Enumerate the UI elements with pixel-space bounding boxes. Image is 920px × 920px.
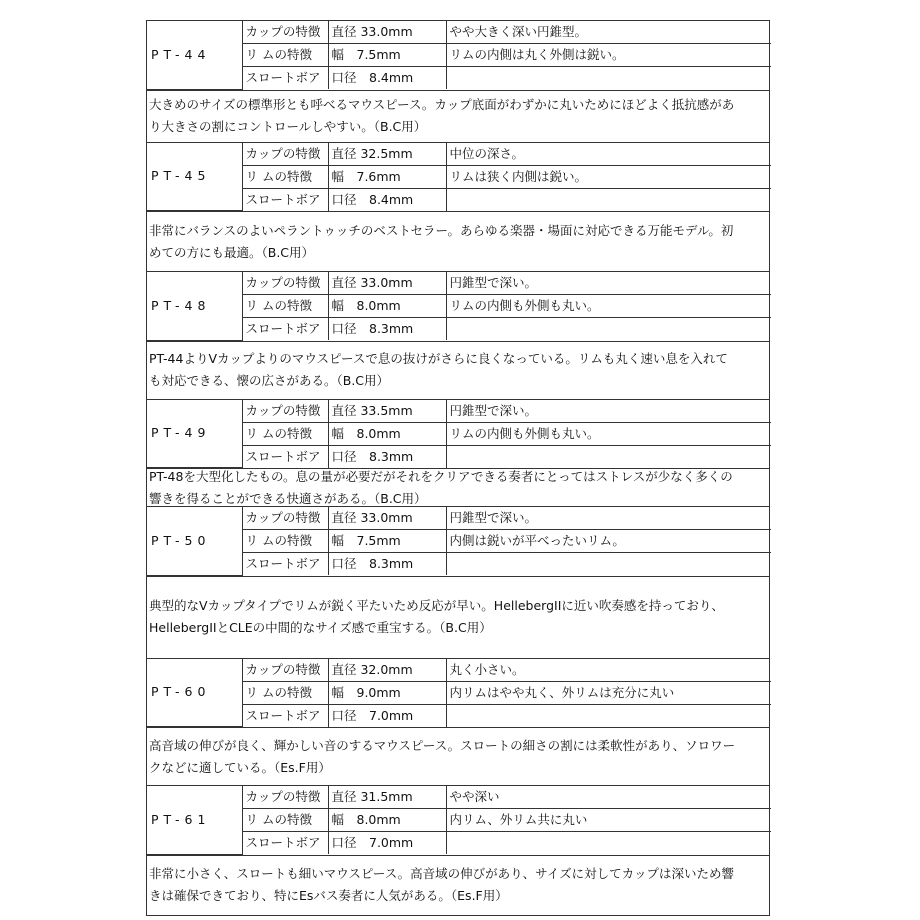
dimension-value: 幅 9.0mm	[328, 681, 446, 704]
dimension-value: 幅 7.5mm	[328, 530, 446, 553]
feature-label: カップの特徴	[242, 272, 328, 295]
spec-row	[147, 272, 771, 295]
description-line: 大きめのサイズの標準形とも呼べるマウスピース。カップ底面がわずかに丸いためにほどよく抵抗感があ	[149, 97, 735, 112]
feature-note: 内側は鋭いが平べったいリム。	[446, 530, 771, 553]
feature-note: 円錐型で深い。	[446, 507, 771, 530]
spec-table-pt-60	[147, 659, 769, 729]
feature-label: リ ムの特徴	[242, 809, 328, 832]
spec-table	[147, 21, 771, 90]
dimension-value: 直径 33.0mm	[328, 507, 446, 530]
feature-label: スロートボア	[242, 832, 328, 855]
description-pt-45	[147, 212, 769, 272]
description-line: り大きさの割にコントロールしやすい。（B.C用）	[149, 119, 427, 134]
feature-note	[446, 832, 771, 855]
feature-note: 丸く小さい。	[446, 659, 771, 682]
model-name: PT-50	[147, 507, 242, 575]
dimension-value: 直径 33.5mm	[328, 400, 446, 423]
spec-row	[147, 659, 771, 682]
dimension-value: 幅 7.5mm	[328, 44, 446, 67]
spec-table-pt-50	[147, 507, 769, 577]
spec-table-pt-45	[147, 143, 769, 213]
dimension-value: 直径 32.0mm	[328, 659, 446, 682]
spec-table-pt-44	[147, 21, 769, 91]
dimension-value: 幅 8.0mm	[328, 809, 446, 832]
model-name: PT-48	[147, 272, 242, 340]
feature-note: やや深い	[446, 786, 771, 809]
model-name: PT-49	[147, 400, 242, 468]
feature-label: スロートボア	[242, 553, 328, 576]
dimension-value: 幅 7.6mm	[328, 165, 446, 188]
description-pt-44	[147, 91, 769, 143]
model-name: PT-45	[147, 143, 242, 211]
dimension-value: 直径 33.0mm	[328, 21, 446, 44]
spec-table	[147, 400, 771, 469]
description-pt-61	[147, 856, 769, 916]
feature-label: カップの特徴	[242, 507, 328, 530]
dimension-value: 口径 8.3mm	[328, 318, 446, 341]
description-line: PT-48を大型化したもの。息の量が必要だがそれをクリアできる奏者にとってはストレスが少なく多くの	[149, 469, 733, 484]
feature-label: カップの特徴	[242, 21, 328, 44]
feature-label: スロートボア	[242, 704, 328, 727]
description-pt-48	[147, 342, 769, 400]
spec-table	[147, 786, 771, 855]
feature-note: リムの内側は丸く外側は鋭い。	[446, 44, 771, 67]
feature-label: スロートボア	[242, 318, 328, 341]
spec-table-pt-49	[147, 400, 769, 470]
feature-note: 中位の深さ。	[446, 143, 771, 166]
description-line: も対応できる、懐の広さがある。（B.C用）	[149, 373, 390, 388]
description-line: 響きを得ることができる快適さがある。（B.C用）	[149, 490, 427, 506]
spec-row	[147, 507, 771, 530]
description-line: クなどに適している。（Es.F用）	[149, 759, 331, 775]
model-name: PT-44	[147, 21, 242, 89]
feature-label: リ ムの特徴	[242, 422, 328, 445]
feature-note: 円錐型で深い。	[446, 400, 771, 423]
model-name: PT-61	[147, 786, 242, 854]
description-line: きは確保できており、特にEsバス奏者に人気がある。（Es.F用）	[149, 888, 508, 903]
description-pt-60	[147, 728, 769, 786]
feature-note	[446, 67, 771, 90]
description-line: 非常に小さく、スロートも細いマウスピース。高音域の伸びがあり、サイズに対してカップは深いため響	[149, 866, 735, 881]
mouthpiece-spec-sheet	[146, 20, 770, 916]
feature-label: カップの特徴	[242, 659, 328, 682]
feature-note: リムの内側も外側も丸い。	[446, 295, 771, 318]
feature-label: スロートボア	[242, 67, 328, 90]
feature-label: リ ムの特徴	[242, 530, 328, 553]
feature-label: カップの特徴	[242, 400, 328, 423]
feature-label: リ ムの特徴	[242, 165, 328, 188]
feature-note	[446, 318, 771, 341]
dimension-value: 幅 8.0mm	[328, 422, 446, 445]
description-line: めての方にも最適。（B.C用）	[149, 244, 315, 260]
dimension-value: 直径 32.5mm	[328, 143, 446, 166]
description-line: 非常にバランスのよいペラントゥッチのベストセラー。あらゆる楽器・場面に対応できる万能モデル。初	[149, 222, 734, 238]
feature-note	[446, 188, 771, 211]
feature-label: カップの特徴	[242, 143, 328, 166]
spec-table-pt-48	[147, 272, 769, 342]
description-line: 高音域の伸びが良く、輝かしい音のするマウスピース。スロートの細さの割には柔軟性があり、ソロワー	[149, 737, 736, 753]
spec-row	[147, 21, 771, 44]
dimension-value: 直径 33.0mm	[328, 272, 446, 295]
spec-row	[147, 143, 771, 166]
feature-note: やや大きく深い円錐型。	[446, 21, 771, 44]
feature-label: スロートボア	[242, 445, 328, 468]
dimension-value: 口径 8.4mm	[328, 188, 446, 211]
dimension-value: 直径 31.5mm	[328, 786, 446, 809]
feature-label: リ ムの特徴	[242, 44, 328, 67]
feature-label: リ ムの特徴	[242, 295, 328, 318]
description-line: PT-44よりVカップよりのマウスピースで息の抜けがさらに良くなっている。リムも丸く速い息を入れて	[149, 351, 728, 366]
description-pt-50	[147, 577, 769, 659]
dimension-value: 口径 7.0mm	[328, 704, 446, 727]
feature-note: 内リムはやや丸く、外リムは充分に丸い	[446, 681, 771, 704]
feature-note: 円錐型で深い。	[446, 272, 771, 295]
spec-table	[147, 507, 771, 576]
dimension-value: 口径 8.3mm	[328, 445, 446, 468]
dimension-value: 口径 7.0mm	[328, 832, 446, 855]
feature-label: スロートボア	[242, 188, 328, 211]
spec-table	[147, 143, 771, 212]
spec-table	[147, 272, 771, 341]
feature-label: リ ムの特徴	[242, 681, 328, 704]
description-line: HellebergIIとCLEの中間的なサイズ感で重宝する。（B.C用）	[149, 620, 492, 635]
feature-note	[446, 704, 771, 727]
spec-row	[147, 400, 771, 423]
feature-note	[446, 445, 771, 468]
feature-note: 内リム、外リム共に丸い	[446, 809, 771, 832]
spec-row	[147, 786, 771, 809]
dimension-value: 幅 8.0mm	[328, 295, 446, 318]
dimension-value: 口径 8.3mm	[328, 553, 446, 576]
feature-label: カップの特徴	[242, 786, 328, 809]
dimension-value: 口径 8.4mm	[328, 67, 446, 90]
spec-table-pt-61	[147, 786, 769, 856]
description-pt-49	[147, 469, 769, 507]
description-line: 典型的なVカップタイプでリムが鋭く平たいため反応が早い。HellebergIIに近い吹奏感を持っており、	[149, 598, 724, 613]
model-name: PT-60	[147, 659, 242, 727]
spec-table	[147, 659, 771, 728]
feature-note: リムの内側も外側も丸い。	[446, 422, 771, 445]
feature-note: リムは狭く内側は鋭い。	[446, 165, 771, 188]
feature-note	[446, 553, 771, 576]
